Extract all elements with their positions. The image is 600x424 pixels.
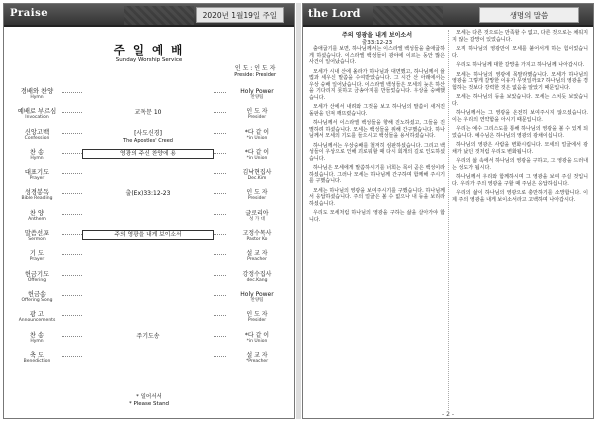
order-item-leader — [226, 250, 288, 262]
order-item-leader-ko: *다 같 이 — [244, 128, 270, 136]
order-item-en: Hymn — [30, 95, 44, 100]
order-item-name — [12, 108, 62, 121]
sermon-column-2 — [452, 30, 588, 206]
order-item-ko: 경배와 찬양 — [20, 88, 54, 95]
order-item-leader-en: 성 가 대 — [249, 216, 265, 222]
sermon-paragraph: 하나님께서 우리와 함께하시며 그 영광을 보여 주실 것입니다. 우리가 주의 영광을 구할 때 주님은 응답하십니다. — [452, 174, 588, 187]
order-item-leader-ko: *다 같 이 — [244, 148, 270, 156]
order-item-content-text: 주의 영광을 내게 보이소서 — [114, 232, 182, 239]
sermon-paragraph: 모세는 다른 것으로는 만족할 수 없고, 다른 것으로는 채워지지 않는 갈망이 있었습니다. — [452, 30, 588, 43]
order-item-leader-en: *in Union — [246, 135, 268, 141]
order-item-leader-ko: 설 교 자 — [246, 250, 268, 258]
worship-order-list — [12, 88, 288, 372]
sermon-paragraph: 우리는 예수 그리스도를 통해 하나님의 영광을 볼 수 있게 되었습니다. 예수님은 하나님의 영광의 광채이십니다. — [452, 126, 588, 139]
order-item-content-sub: The Apostles' Creed — [123, 137, 173, 144]
leader-dots — [62, 315, 82, 316]
leader-dots — [62, 112, 82, 113]
order-item-en: Offering Song — [21, 297, 53, 303]
worship-title: 주 일 예 배 — [113, 43, 185, 57]
order-item-name — [12, 311, 62, 324]
leader-dots — [214, 336, 226, 337]
leader-dots — [214, 295, 226, 296]
footnote-ko: * 일어서서 — [136, 394, 162, 400]
service-date: 2020년 1월19일 주일 — [196, 7, 284, 23]
order-item-en: Prayer — [29, 176, 45, 182]
header-ornament-right — [373, 6, 443, 25]
order-item-leader-ko: *다 같 이 — [244, 331, 270, 339]
sermon-paragraph: 모세는 하나님의 영광을 보여주시기를 구했습니다. 하나님께서 응답하셨습니다. 주의 얼굴은 볼 수 없으나 내 등을 보리라 하셨습니다. — [309, 187, 445, 207]
order-item-en: Sermon — [28, 237, 46, 243]
order-item-en: Prayer — [29, 257, 45, 263]
page-gutter — [296, 3, 301, 419]
sermon-paragraph: 우리의 삶이 하나님의 영광으로 충만하기를 소망합니다. 이제 주의 영광을 내게 보이소서라고 고백하며 나아갑시다. — [452, 190, 588, 203]
leader-dots — [214, 133, 226, 134]
order-item-leader-en: Presider — [247, 318, 267, 324]
order-item-leader-ko: 설 교 자 — [246, 351, 268, 359]
order-item-ko: 신앙고백 — [24, 128, 50, 136]
leader-dots — [62, 234, 82, 235]
worship-order-row — [12, 291, 288, 311]
order-item-content — [82, 190, 214, 198]
order-item-leader-en: *Preacher — [245, 358, 269, 364]
leader-dots — [62, 295, 82, 296]
word-of-life-title: 생명의 말씀 — [479, 7, 579, 23]
order-item-en: Invocation — [25, 115, 49, 121]
sermon-paragraph: 우리의 삶 속에서 하나님의 영광을 구하고, 그 영광을 드러내는 성도가 됩시다. — [452, 158, 588, 171]
order-item-name — [12, 332, 62, 345]
order-item-name — [12, 149, 62, 162]
worship-subtitle: Sunday Worship Service — [115, 57, 183, 63]
order-item-en: Hymn — [30, 338, 44, 344]
order-item-leader-en: *in Union — [246, 155, 268, 161]
order-item-name — [12, 271, 62, 284]
order-item-leader-en: Pastor Ko — [246, 237, 268, 243]
sermon-verse: 출33:12-23 — [361, 40, 393, 46]
order-item-content-text: 영광의 주신 찬양에 용 — [120, 150, 176, 157]
sermon-paragraph: 하나님께서는 그 영광을 온전히 보여주시지 않으셨습니다. 이는 우리의 연약함을 아시기 때문입니다. — [452, 110, 588, 123]
order-item-leader-ko: Holy Power — [240, 290, 274, 298]
leader-dots — [214, 153, 226, 154]
sermon-column-1 — [309, 46, 445, 226]
sermon-paragraph: 오직 하나님의 영광만이 모세를 붙어서게 하는 힘이었습니다. — [452, 46, 588, 59]
order-item-ko: 성경봉독 — [24, 189, 50, 197]
leader-dots — [214, 193, 226, 194]
order-item-ko: 대표기도 — [24, 169, 50, 177]
order-item-leader — [226, 169, 288, 181]
sermon-paragraph: 하나님은 모세에게 말씀하시기를 너희는 목이 곧은 백성이라 하셨습니다. 그러나 모세는 하나님께 간구하며 함께해 주시기를 구했습니다. — [309, 165, 445, 184]
leader-dots — [62, 275, 82, 276]
order-item-name — [12, 169, 62, 182]
leader-dots — [62, 336, 82, 337]
order-item-leader-en: *in Union — [246, 338, 268, 344]
worship-order-row — [12, 311, 288, 331]
leader-dots — [62, 153, 82, 154]
worship-order-row — [12, 230, 288, 250]
order-item-name — [12, 250, 62, 263]
worship-order-row — [12, 129, 288, 149]
order-item-content — [82, 130, 214, 144]
order-item-ko: 헌금송 — [27, 290, 47, 298]
order-item-ko: 기 도 — [29, 250, 45, 258]
sermon-paragraph: 모세는 하나님의 등을 보았습니다. 모세는 스치듯 보았습니다. — [452, 94, 588, 107]
worship-order-row — [12, 332, 288, 352]
worship-order-row — [12, 271, 288, 291]
order-item-leader — [226, 108, 288, 120]
worship-order-row — [12, 210, 288, 230]
order-item-content-text: 출(Ex)33:12-23 — [125, 190, 171, 198]
sermon-paragraph: 하나님께서 이스라엘 백성들을 향해 진노하셨고, 그들을 진멸하려 하셨습니다. 모세는 백성들을 위해 간구했습니다. 하나님께서 모세의 기도를 들으시고 백성들을 용서하셨습니다. — [309, 120, 445, 139]
order-item-leader-en: Presider — [247, 115, 267, 121]
order-item-leader — [226, 129, 288, 141]
sermon-paragraph: 모세가 시내 산에 올라가 하나님과 대면했고, 하나님께서 율법과 세우신 말씀을 수여받았습니다. 그 시간 산 아래에서는 우상 숭배 일어났습니다. 이스라엘 백성들은 모세의 늦은 하산을 기다리지 못하고 금송아지를 만들었습니다. 우상을 숭배했습니다. — [309, 68, 445, 101]
order-item-ko: 헌금기도 — [24, 270, 50, 278]
leader-dots — [62, 193, 82, 194]
order-item-content — [82, 149, 214, 159]
order-item-ko: 말씀선포 — [24, 230, 50, 238]
praise-tag: Praise — [10, 8, 49, 19]
presider-ko: 인 도 : 인 도 자 — [234, 65, 276, 72]
order-item-leader — [226, 88, 288, 100]
leader-dots — [62, 133, 82, 134]
right-header-bar — [303, 4, 593, 27]
order-item-leader — [226, 311, 288, 323]
order-item-leader-ko: 인 도 자 — [246, 311, 268, 319]
order-item-ko: 광 고 — [29, 311, 45, 319]
leader-dots — [62, 356, 82, 357]
order-item-content-text: [사도신경] — [134, 129, 162, 137]
order-item-name — [12, 230, 62, 243]
worship-order-row — [12, 88, 288, 108]
order-item-ko: 축 도 — [29, 351, 45, 359]
order-item-leader-ko: 김낙현집사 — [242, 169, 272, 177]
presider-en: Preside: Presider — [234, 72, 276, 78]
order-item-en: Benediction — [23, 358, 51, 364]
sermon-paragraph: 하나님께서는 우상숭배를 철저히 심판하셨습니다. 그리고 백성들이 우상으로 인해 괴로워할 때 다시 회개의 길로 인도하셨습니다. — [309, 142, 445, 162]
order-item-leader-ko: Holy Power — [240, 88, 274, 95]
page-number: - 2 - — [442, 411, 454, 418]
leader-dots — [214, 92, 226, 93]
left-header-bar — [4, 4, 294, 27]
order-item-content-text: 주기도송 — [136, 332, 160, 340]
order-item-leader-en: Preacher — [247, 257, 267, 263]
leader-dots — [214, 173, 226, 174]
order-item-leader-en: dec.Kang — [246, 277, 268, 283]
order-item-leader-ko: 인 도 자 — [246, 108, 268, 116]
sermon-paragraph: 모세가 산에서 내려와 그것을 보고 하나님의 말씀이 새겨진 돌판을 던져 깨뜨렸습니다. — [309, 104, 445, 117]
order-item-content-text: 교독문 10 — [134, 109, 162, 117]
order-item-leader — [226, 210, 288, 222]
order-item-leader — [226, 189, 288, 201]
leader-dots — [62, 254, 82, 255]
order-item-content — [82, 109, 214, 117]
order-item-leader — [226, 230, 288, 242]
leader-dots — [214, 315, 226, 316]
footnote-en: * Please Stand — [128, 401, 170, 407]
order-item-ko: 찬 송 — [29, 331, 45, 339]
order-item-leader — [226, 149, 288, 161]
presider-label — [234, 65, 276, 79]
order-item-ko: 찬 송 — [29, 148, 45, 156]
order-item-leader-ko: 글로리아 — [245, 209, 269, 217]
column-divider — [448, 30, 449, 410]
sermon-paragraph: 하나님의 영광은 사람을 변화시킵니다. 모세의 얼굴에서 광채가 났던 것처럼 우리도 변화됩니다. — [452, 142, 588, 155]
order-item-content — [82, 333, 214, 341]
leader-dots — [214, 254, 226, 255]
leader-dots — [214, 112, 226, 113]
order-item-content — [82, 230, 214, 240]
leader-dots — [214, 234, 226, 235]
header-ornament — [124, 6, 194, 25]
leader-dots — [214, 356, 226, 357]
order-item-leader-en: Presider — [247, 196, 267, 202]
order-item-name — [12, 291, 62, 304]
sermon-paragraph: 우리도 모세처럼 하나님의 영광을 구하는 삶을 살아가야 합니다. — [309, 210, 445, 223]
order-item-name — [12, 210, 62, 223]
order-item-leader-en: 찬양팀 — [250, 95, 264, 100]
order-item-leader — [226, 291, 288, 303]
order-item-en: Hymn — [30, 155, 44, 161]
order-item-leader-en: 찬양팀 — [250, 297, 264, 303]
order-item-en: Anthem — [28, 216, 46, 222]
order-item-leader — [226, 332, 288, 344]
sermon-paragraph: 모세는 하나님의 영광에 목말라했습니다. 모세가 하나님의 영광을 그렇게 갈망한 이유가 무엇일까요? 하나님의 영광을 경험하는 것보다 강력한 것은 없음을 알았기 때문입니다. — [452, 71, 588, 91]
sermon-paragraph: 출애굽기를 보면, 하나님께서는 이스라엘 백성들을 출애굽하게 하셨습니다. 이스라엘 백성들이 광야에 이르는 동안 많은 사건이 일어났습니다. — [309, 46, 445, 65]
order-item-ko: 찬 양 — [29, 209, 45, 217]
order-item-en: Confession — [24, 135, 50, 141]
order-item-ko: 예배로 부르심 — [17, 108, 57, 116]
leader-dots — [62, 173, 82, 174]
order-item-name — [12, 352, 62, 365]
order-item-leader-ko: 인 도 자 — [246, 189, 268, 197]
order-item-name — [12, 88, 62, 101]
order-item-en: Bible Reading — [21, 196, 53, 202]
order-item-en: Offering — [27, 277, 47, 283]
order-item-leader — [226, 271, 288, 283]
order-item-en: Announcements — [18, 318, 56, 324]
stand-footnote — [4, 394, 294, 408]
the-lord-tag: the Lord — [308, 7, 361, 20]
worship-order-row — [12, 169, 288, 189]
leader-dots — [214, 214, 226, 215]
worship-order-sheet — [3, 3, 295, 419]
order-item-name — [12, 129, 62, 142]
order-item-leader-en: Dec.Kim — [247, 176, 267, 182]
order-item-name — [12, 189, 62, 202]
sermon-heading: 주의 영광을 내게 보이소서 — [341, 32, 413, 39]
worship-order-row — [12, 149, 288, 169]
leader-dots — [62, 92, 82, 93]
worship-order-row — [12, 352, 288, 372]
leader-dots — [214, 275, 226, 276]
leader-dots — [62, 214, 82, 215]
sermon-sheet — [302, 3, 594, 419]
worship-order-row — [12, 250, 288, 270]
order-item-leader-ko: 고정수목사 — [242, 230, 272, 238]
sermon-paragraph: 우리도 하나님께 대한 갈망을 가지고 하나님께 나아갑시다. — [456, 62, 585, 68]
order-item-leader-ko: 강정수집사 — [242, 270, 272, 278]
worship-order-row — [12, 189, 288, 209]
worship-order-row — [12, 108, 288, 128]
order-item-leader — [226, 352, 288, 364]
